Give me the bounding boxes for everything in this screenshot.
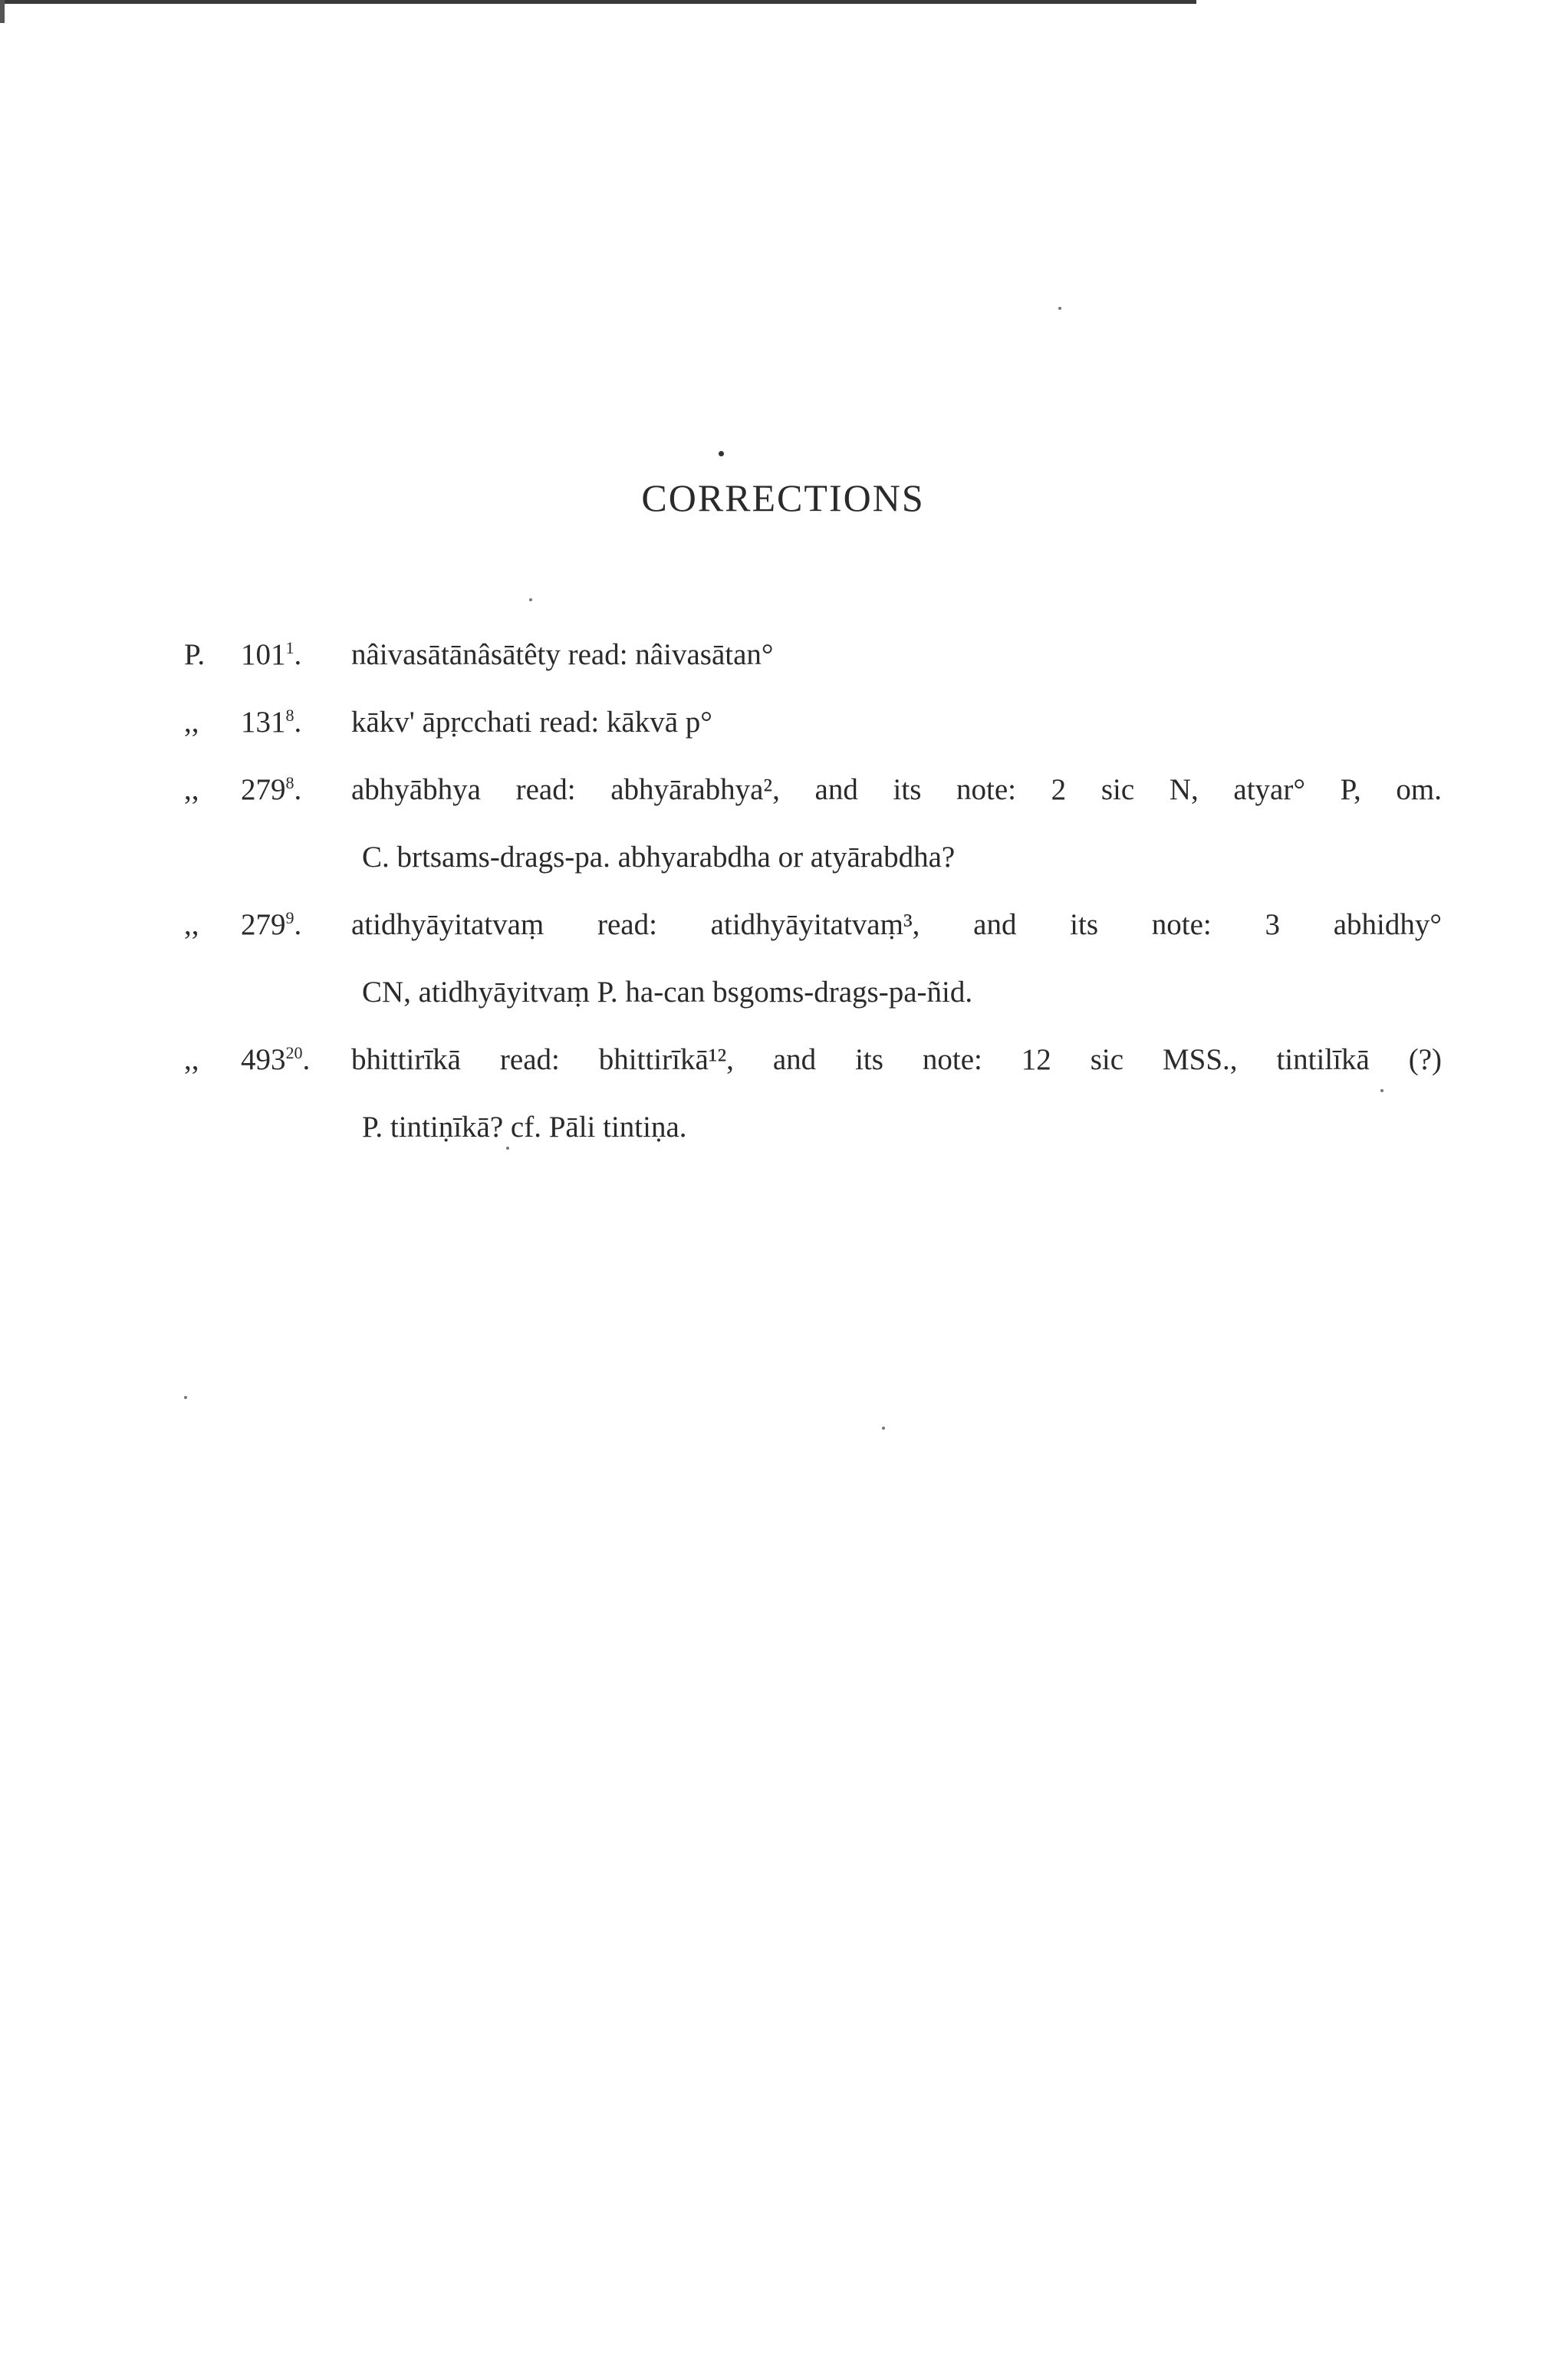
- paper-speck: [184, 1396, 187, 1399]
- page-number: 493: [241, 1043, 286, 1076]
- reference-prefix: ,,: [184, 1043, 199, 1076]
- correction-continuation: [184, 1094, 1442, 1161]
- page-number: 101: [241, 638, 286, 671]
- page-number: 279: [241, 908, 286, 941]
- correction-entry: [184, 689, 1442, 756]
- correction-text-continued: C. brtsams-drags-pa. abhyarabdha or atyārabdha?: [362, 841, 956, 874]
- page-reference: ,, $279^8$.: [184, 756, 345, 824]
- top-border-rule: [0, 0, 1196, 4]
- paper-speck: [1058, 307, 1061, 310]
- note-superscript: 9: [285, 908, 294, 927]
- reference-prefix: ,,: [184, 706, 199, 739]
- page-number: 131: [241, 706, 286, 739]
- page-reference: P. $101^1$.: [184, 621, 345, 689]
- correction-text: abhyābhya read: abhyārabhya², and its note: 2 sic N, atyar° P, om.: [351, 773, 1442, 806]
- correction-continuation: [184, 959, 1442, 1026]
- note-superscript: 8: [285, 706, 294, 725]
- correction-text: atidhyāyitatvaṃ read: atidhyāyitatvaṃ³, and its note: 3 abhidhy°: [351, 908, 1442, 941]
- correction-entry: [184, 1026, 1442, 1094]
- corrections-list: [184, 621, 1442, 1161]
- paper-speck: [506, 1147, 509, 1150]
- correction-continuation: [184, 824, 1442, 891]
- correction-entry: [184, 756, 1442, 824]
- page-reference: ,, $493^{20}$.: [184, 1026, 345, 1094]
- correction-text-continued: P. tintiṇīkā? cf. Pāli tintiṇa.: [362, 1111, 687, 1144]
- ink-dot: [719, 451, 724, 456]
- note-superscript: 8: [285, 773, 294, 792]
- page-number: 279: [241, 773, 286, 806]
- page-reference: ,, $131^8$.: [184, 689, 345, 756]
- correction-entry: [184, 891, 1442, 959]
- note-superscript: 1: [285, 638, 294, 657]
- correction-text: bhittirīkā read: bhittirīkā¹², and its note: 12 sic MSS., tintilīkā (?): [351, 1043, 1442, 1076]
- reference-prefix: ,,: [184, 908, 199, 941]
- correction-text: kākv' āpṛcchati read: kākvā p°: [351, 706, 712, 739]
- paper-speck: [882, 1427, 885, 1430]
- reference-prefix: P.: [184, 638, 206, 671]
- paper-speck: [529, 598, 532, 601]
- left-edge-mark: [0, 0, 5, 23]
- correction-text: nâivasātānâsātêty read: nâivasātan°: [351, 638, 774, 671]
- page-reference: ,, $279^9$.: [184, 891, 345, 959]
- note-superscript: 20: [285, 1043, 303, 1062]
- correction-entry: [184, 621, 1442, 689]
- paper-speck: [1380, 1089, 1383, 1092]
- reference-prefix: ,,: [184, 773, 199, 806]
- correction-text-continued: CN, atidhyāyitvaṃ P. ha-can bsgoms-drags-pa-ñid.: [362, 976, 973, 1009]
- page-title: CORRECTIONS: [641, 476, 925, 519]
